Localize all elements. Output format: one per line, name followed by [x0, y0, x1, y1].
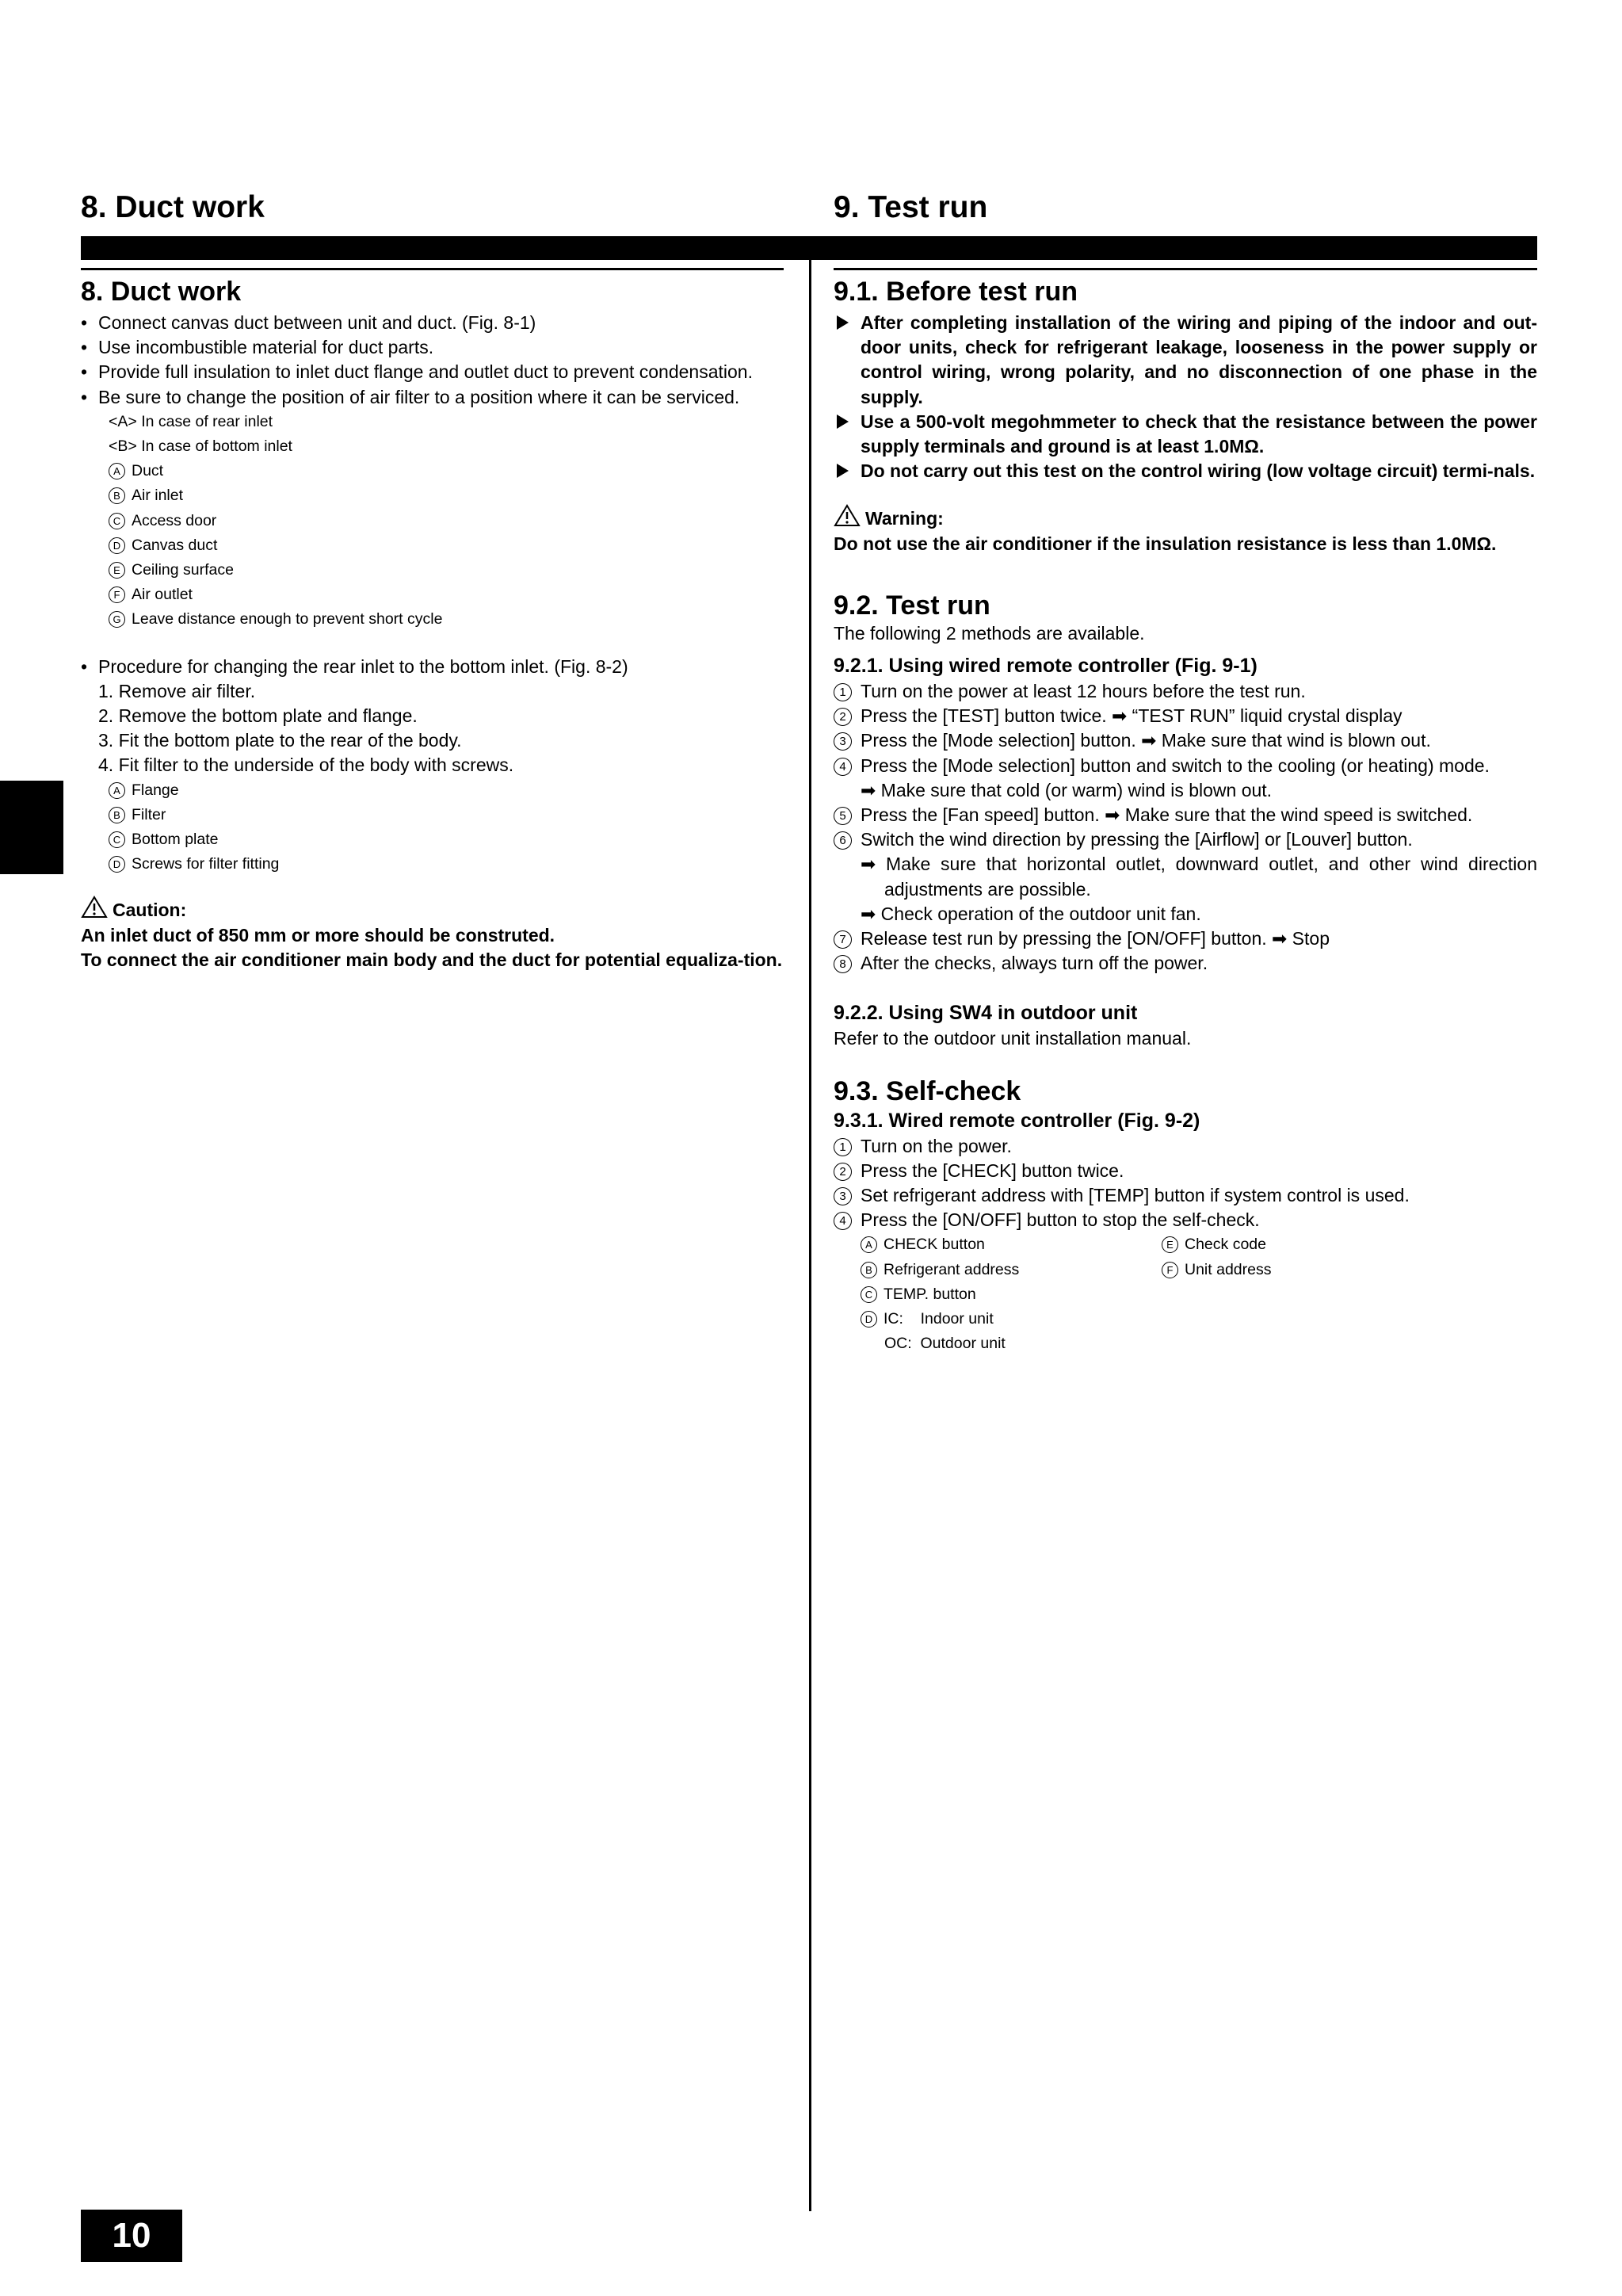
sw4-heading: 9.2.2. Using SW4 in outdoor unit — [834, 1002, 1138, 1025]
step-1-icon: 1 — [834, 1138, 852, 1156]
test-run-heading: 9.2. Test run — [834, 590, 990, 621]
test-step: 4 Press the [Mode selection] button and switch to the cooling (or heating) mode. — [834, 754, 1537, 778]
step-5-icon: 5 — [834, 807, 852, 825]
letter-e-icon: E — [109, 562, 125, 579]
letter-g-icon: G — [109, 611, 125, 628]
warning-triangle-icon — [834, 504, 861, 527]
test-run-intro: The following 2 methods are available. — [834, 622, 1145, 644]
case-label: <A> In case of rear inlet — [109, 412, 273, 430]
side-tab — [0, 781, 63, 874]
letter-d-icon: D — [109, 856, 125, 873]
check-item: After completing installation of the wiring and piping of the indoor and out-door units, check for refrigerant leakage, looseness in the power supply or control wiring, wrong polarity, and no disconnection of one phase in the supply. — [834, 311, 1537, 410]
legend-item: F Unit address — [1162, 1258, 1399, 1282]
letter-c-icon: C — [109, 513, 125, 529]
check-item: Use a 500-volt megohmmeter to check that the resistance between the power supply terminals and ground is at least 1.0MΩ. — [834, 410, 1537, 459]
legend-item: E Ceiling surface — [81, 558, 784, 583]
legend-item: D Canvas duct — [81, 533, 784, 558]
test-step: 1 Turn on the power at least 12 hours before the test run. — [834, 679, 1537, 704]
self-check-subheading: 9.3.1. Wired remote controller (Fig. 9-2) — [834, 1109, 1200, 1132]
step-1-icon: 1 — [834, 683, 852, 701]
letter-f-icon: F — [1162, 1262, 1178, 1278]
letter-e-icon: E — [1162, 1236, 1178, 1253]
caution-title: Caution: — [81, 896, 784, 923]
test-step: 8 After the checks, always turn off the power. — [834, 951, 1537, 976]
legend-item: B Air inlet — [81, 483, 784, 508]
duct-bullet: • Provide full insulation to inlet duct flange and outlet duct to prevent condensation. — [81, 360, 784, 384]
procedure-step: 4. Fit filter to the underside of the body with screws. — [98, 755, 514, 776]
warning-title: Warning: — [834, 504, 1537, 531]
duct-bullet: • Use incombustible material for duct parts. — [81, 335, 784, 360]
duct-work-heading: 8. Duct work — [81, 277, 242, 307]
legend-item: C TEMP. button — [861, 1282, 1162, 1307]
legend-item: A CHECK button — [861, 1232, 1162, 1257]
test-run-column — [834, 276, 1537, 1357]
step-4-icon: 4 — [834, 758, 852, 776]
step-2-icon: 2 — [834, 1163, 852, 1181]
legend-item: D IC: Indoor unit — [861, 1307, 1162, 1331]
step-2-icon: 2 — [834, 708, 852, 726]
letter-b-icon: B — [109, 487, 125, 504]
caution-text: To connect the air conditioner main body and the duct for potential equaliza-tion. — [81, 949, 783, 970]
legend-item: B Refrigerant address — [861, 1258, 1162, 1282]
check-item: Do not carry out this test on the control wiring (low voltage circuit) termi-nals. — [834, 459, 1537, 483]
legend-item: E Check code — [1162, 1232, 1399, 1257]
legend-item: F Air outlet — [81, 583, 784, 607]
legend-item: G Leave distance enough to prevent short cycle — [81, 607, 784, 632]
test-step: 7 Release test run by pressing the [ON/OFF] button. ➡ Stop — [834, 926, 1537, 951]
procedure-step: 1. Remove air filter. — [98, 680, 256, 701]
left-rule — [81, 268, 784, 270]
letter-f-icon: F — [109, 586, 125, 603]
procedure-step: 3. Fit the bottom plate to the rear of the body. — [98, 730, 462, 751]
legend-item: C Access door — [81, 509, 784, 533]
procedure-bullet: • Procedure for changing the rear inlet to the bottom inlet. (Fig. 8-2) — [81, 655, 784, 679]
letter-b-icon: B — [861, 1262, 877, 1278]
test-step-note: ➡ Check operation of the outdoor unit fan. — [861, 903, 1201, 924]
test-step-note: ➡ Make sure that horizontal outlet, downward outlet, and other wind direction adjustments are possible. — [861, 854, 1537, 900]
step-3-icon: 3 — [834, 1187, 852, 1205]
legend-item: B Filter — [81, 803, 784, 827]
section-header-test-run: 9. Test run — [834, 190, 988, 224]
legend-item: C Bottom plate — [81, 827, 784, 852]
sw4-text: Refer to the outdoor unit installation manual. — [834, 1028, 1192, 1049]
letter-a-icon: A — [861, 1236, 877, 1253]
self-check-heading: 9.3. Self-check — [834, 1075, 1021, 1106]
letter-a-icon: A — [109, 463, 125, 479]
self-check-step: 2 Press the [CHECK] button twice. — [834, 1159, 1537, 1183]
letter-d-icon: D — [109, 537, 125, 554]
letter-c-icon: C — [861, 1286, 877, 1303]
test-step: 2 Press the [TEST] button twice. ➡ “TEST RUN” liquid crystal display — [834, 704, 1537, 728]
legend-item: A Flange — [81, 778, 784, 803]
letter-d-icon: D — [861, 1311, 877, 1328]
self-check-step: 1 Turn on the power. — [834, 1134, 1537, 1159]
header-bar — [81, 236, 1537, 260]
self-check-step: 3 Set refrigerant address with [TEMP] button if system control is used. — [834, 1183, 1537, 1208]
test-step-note: ➡ Make sure that cold (or warm) wind is blown out. — [861, 779, 1273, 800]
before-test-run-heading: 9.1. Before test run — [834, 277, 1078, 307]
step-4-icon: 4 — [834, 1212, 852, 1230]
duct-bullet: • Be sure to change the position of air filter to a position where it can be serviced. — [81, 385, 784, 410]
duct-bullet: • Connect canvas duct between unit and duct. (Fig. 8-1) — [81, 311, 784, 335]
step-3-icon: 3 — [834, 732, 852, 751]
self-check-legend — [834, 1232, 1537, 1356]
right-rule — [834, 268, 1537, 270]
case-label: <B> In case of bottom inlet — [109, 437, 292, 456]
test-step: 6 Switch the wind direction by pressing the [Airflow] or [Louver] button. — [834, 827, 1537, 852]
page-number: 10 — [81, 2210, 182, 2262]
section-header-duct-work: 8. Duct work — [81, 190, 265, 224]
warning-text: Do not use the air conditioner if the insulation resistance is less than 1.0MΩ. — [834, 533, 1497, 554]
caution-text: An inlet duct of 850 mm or more should be construted. — [81, 924, 555, 946]
test-step: 5 Press the [Fan speed] button. ➡ Make sure that the wind speed is switched. — [834, 803, 1537, 827]
step-8-icon: 8 — [834, 955, 852, 973]
duct-work-column — [81, 276, 784, 972]
letter-a-icon: A — [109, 782, 125, 799]
legend-item: A Duct — [81, 459, 784, 483]
self-check-step: 4 Press the [ON/OFF] button to stop the self-check. — [834, 1208, 1537, 1232]
column-divider — [809, 260, 811, 2211]
legend-item: OC: Outdoor unit — [884, 1335, 1006, 1353]
legend-item: D Screws for filter fitting — [81, 852, 784, 877]
test-step: 3 Press the [Mode selection] button. ➡ Make sure that wind is blown out. — [834, 728, 1537, 753]
letter-c-icon: C — [109, 831, 125, 848]
step-7-icon: 7 — [834, 930, 852, 949]
procedure-step: 2. Remove the bottom plate and flange. — [98, 705, 418, 727]
wired-remote-heading: 9.2.1. Using wired remote controller (Fig. 9-1) — [834, 655, 1258, 678]
step-6-icon: 6 — [834, 831, 852, 850]
letter-b-icon: B — [109, 807, 125, 823]
warning-triangle-icon — [81, 896, 108, 919]
